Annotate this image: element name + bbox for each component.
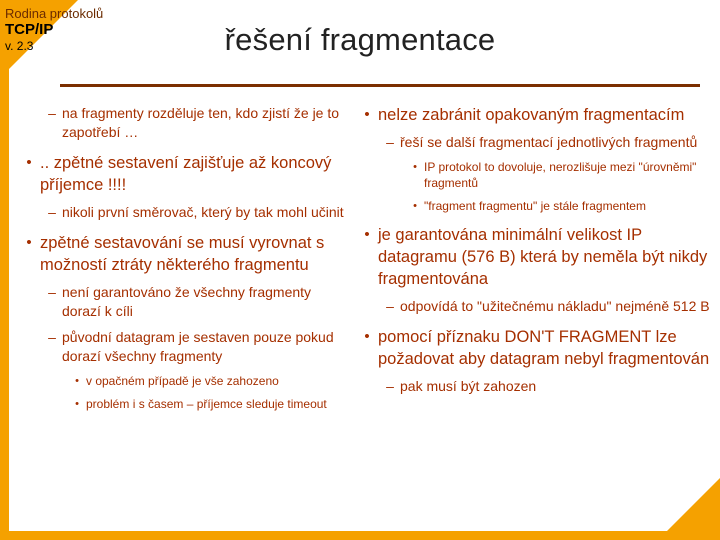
bullet-marker-icon: •: [364, 226, 370, 243]
bullet-item: [348, 224, 710, 290]
bullet-item: [348, 326, 710, 370]
bullet-marker-icon: –: [48, 284, 56, 300]
bullet-text: nikoli první směrovač, který by tak mohl učinit: [62, 204, 344, 220]
bullet-item: [10, 203, 346, 222]
bullet-item: [348, 159, 710, 191]
bullet-marker-icon: •: [364, 328, 370, 345]
bullet-text: problém i s časem – příjemce sleduje timeout: [86, 397, 327, 411]
page-title: řešení fragmentace: [224, 22, 496, 57]
bullet-marker-icon: –: [386, 134, 394, 150]
bullet-item: [348, 133, 710, 152]
header-version: v. 2.3: [5, 39, 34, 53]
bullet-text: .. zpětné sestavení zajišťuje až koncový příjemce !!!!: [40, 154, 332, 194]
bullet-item: [10, 232, 346, 276]
header-protocol-name: TCP/IP: [5, 21, 54, 38]
left-bullet-list: [10, 104, 346, 412]
left-column: [10, 104, 346, 412]
bullet-text: na fragmenty rozděluje ten, kdo zjistí že je to zapotřebí …: [62, 105, 340, 140]
bullet-marker-icon: •: [75, 398, 79, 410]
bullet-marker-icon: –: [48, 329, 56, 345]
bullet-text: je garantována minimální velikost IP datagramu (576 B) která by neměla být nikdy fragmentována: [378, 226, 708, 288]
bullet-marker-icon: •: [364, 106, 370, 123]
bullet-item: [10, 396, 346, 412]
right-column: [348, 104, 710, 396]
bullet-text: pak musí být zahozen: [400, 378, 537, 394]
decorative-bottom-bar: [0, 531, 720, 540]
header-protocol-family: Rodina protokolů: [5, 6, 104, 21]
bullet-text: odpovídá to "užitečnému nákladu" nejméně 512 B: [400, 298, 710, 314]
bullet-marker-icon: –: [386, 378, 394, 394]
bullet-marker-icon: –: [48, 204, 56, 220]
bullet-text: nelze zabránit opakovaným fragmentacím: [378, 106, 685, 124]
bullet-text: zpětné sestavování se musí vyrovnat s možností ztráty některého fragmentu: [40, 234, 325, 274]
right-bullet-list: [348, 104, 710, 396]
bullet-text: v opačném případě je vše zahozeno: [86, 374, 279, 388]
bullet-text: řeší se další fragmentací jednotlivých fragmentů: [400, 134, 698, 150]
decorative-left-bar: [0, 0, 9, 540]
bullet-marker-icon: •: [26, 154, 32, 171]
bullet-text: "fragment fragmentu" je stále fragmentem: [424, 199, 646, 213]
bullet-item: [10, 283, 346, 321]
bullet-text: IP protokol to dovoluje, nerozlišuje mezi "úrovněmi" fragmentů: [424, 160, 697, 190]
bullet-item: [10, 104, 346, 142]
bullet-text: pomocí příznaku DON'T FRAGMENT lze požadovat aby datagram nebyl fragmentován: [378, 328, 710, 368]
bullet-marker-icon: –: [386, 298, 394, 314]
bullet-item: [348, 297, 710, 316]
title-divider: [60, 84, 700, 87]
bullet-marker-icon: •: [26, 234, 32, 251]
bullet-marker-icon: •: [413, 161, 417, 173]
bullet-item: [10, 152, 346, 196]
bullet-marker-icon: •: [413, 200, 417, 212]
bullet-marker-icon: –: [48, 105, 56, 121]
bullet-item: [348, 104, 710, 126]
bullet-item: [10, 373, 346, 389]
bullet-marker-icon: •: [75, 375, 79, 387]
bullet-item: [348, 377, 710, 396]
bullet-text: původní datagram je sestaven pouze pokud dorazí všechny fragmenty: [62, 329, 334, 364]
bullet-item: [10, 328, 346, 366]
bullet-item: [348, 198, 710, 214]
bullet-text: není garantováno že všechny fragmenty dorazí k cíli: [62, 284, 312, 319]
